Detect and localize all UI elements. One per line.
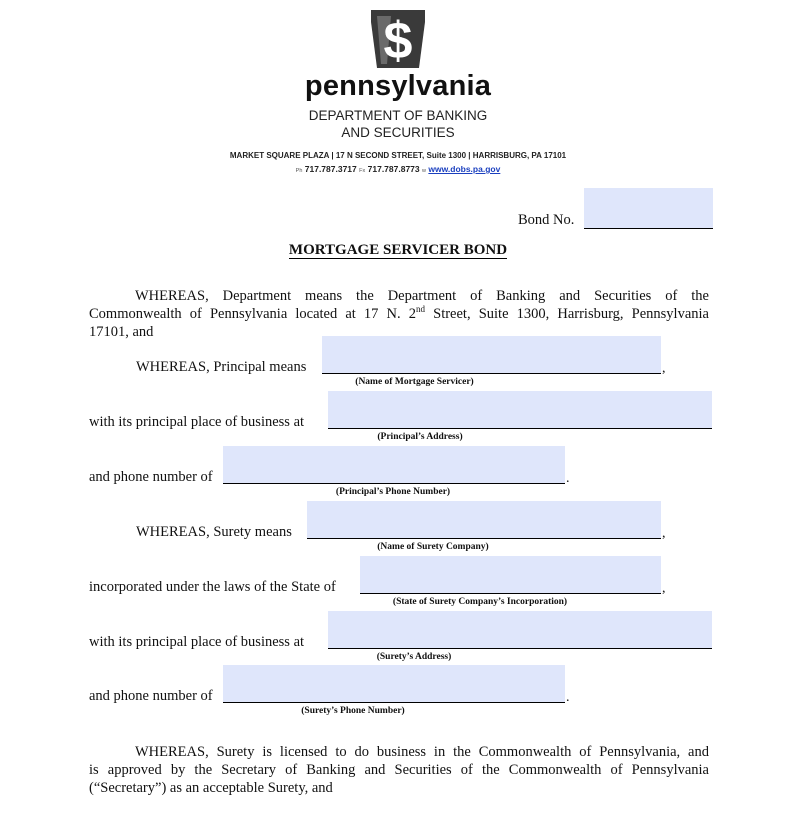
paragraph-surety-licensed	[89, 743, 709, 797]
office-address: MARKET SQUARE PLAZA | 17 N SECOND STREET, Suite 1300 | HARRISBURG, PA 17101	[229, 151, 567, 160]
paragraph-surety-line-1: WHEREAS, Surety is licensed to do business in the Commonwealth of Pennsylvania, and	[135, 744, 709, 760]
contact-line	[0, 164, 796, 174]
paragraph-department-line-3: 17101, and	[89, 324, 154, 340]
line2-pre: Commonwealth of Pennsylvania located at 17 N. 2	[89, 306, 417, 322]
line2-post: Street, Suite 1300, Harrisburg, Pennsylvania	[425, 306, 709, 322]
web-prefix: w	[422, 168, 426, 174]
principal-phone-label: and phone number of	[89, 469, 213, 485]
principal-address-underline	[328, 428, 712, 429]
website-link[interactable]: www.dobs.pa.gov	[428, 164, 501, 174]
surety-address-caption: (Surety’s Address)	[376, 652, 452, 662]
fax-number: 717.787.8773	[367, 164, 420, 174]
surety-state-caption: (State of Surety Company’s Incorporation)	[392, 597, 568, 607]
surety-caption: (Name of Surety Company)	[377, 542, 489, 552]
principal-address-input[interactable]	[328, 391, 712, 429]
surety-comma: ,	[662, 526, 666, 541]
paragraph-department	[89, 287, 709, 341]
surety-state-input[interactable]	[360, 556, 661, 594]
principal-phone-input[interactable]	[223, 446, 565, 484]
surety-label: WHEREAS, Surety means	[136, 524, 292, 540]
surety-phone-input[interactable]	[223, 665, 565, 703]
department-line-2: AND SECURITIES	[341, 125, 455, 140]
surety-state-label: incorporated under the laws of the State of	[89, 579, 336, 595]
paragraph-surety-line-3: (“Secretary”) as an acceptable Surety, and	[89, 780, 333, 796]
bond-no-field[interactable]	[584, 188, 713, 229]
surety-phone-caption: (Surety’s Phone Number)	[301, 706, 405, 716]
keystone-dollar-icon	[367, 8, 429, 70]
surety-phone-period: .	[566, 690, 570, 705]
document-title-text: MORTGAGE SERVICER BOND	[288, 242, 508, 258]
surety-state-comma: ,	[662, 581, 666, 596]
brand-name: pennsylvania	[304, 70, 492, 102]
surety-name-input[interactable]	[307, 501, 661, 539]
principal-name-underline	[322, 373, 661, 374]
fax-prefix: Fx	[359, 168, 366, 174]
paragraph-department-line-2	[89, 305, 709, 323]
surety-name-underline	[307, 538, 661, 539]
principal-label: WHEREAS, Principal means	[136, 359, 307, 375]
principal-comma: ,	[662, 361, 666, 376]
surety-phone-underline	[223, 702, 565, 703]
document-title	[0, 242, 796, 259]
phone-prefix: Ph	[295, 168, 303, 174]
surety-address-underline	[328, 648, 712, 649]
principal-name-input[interactable]	[322, 336, 661, 374]
department-line-1: DEPARTMENT OF BANKING	[308, 108, 488, 123]
paragraph-surety-line-2: is approved by the Secretary of Banking and Securities of the Commonwealth of Pennsylvania	[89, 762, 709, 778]
phone-number: 717.787.3717	[304, 164, 357, 174]
surety-state-underline	[360, 593, 661, 594]
surety-address-label: with its principal place of business at	[89, 634, 305, 650]
paragraph-department-line-1: WHEREAS, Department means the Department of Banking and Securities of the	[135, 288, 709, 304]
bond-no-label: Bond No.	[518, 212, 575, 228]
ordinal-suffix: nd	[416, 304, 426, 315]
principal-address-label: with its principal place of business at	[89, 414, 305, 430]
principal-caption: (Name of Mortgage Servicer)	[355, 377, 474, 387]
surety-phone-label: and phone number of	[89, 688, 213, 704]
svg-text:$: $	[383, 12, 413, 70]
principal-address-caption: (Principal’s Address)	[377, 432, 463, 442]
principal-phone-period: .	[566, 471, 570, 486]
surety-address-input[interactable]	[328, 611, 712, 649]
principal-phone-underline	[223, 483, 565, 484]
principal-phone-caption: (Principal’s Phone Number)	[335, 487, 451, 497]
